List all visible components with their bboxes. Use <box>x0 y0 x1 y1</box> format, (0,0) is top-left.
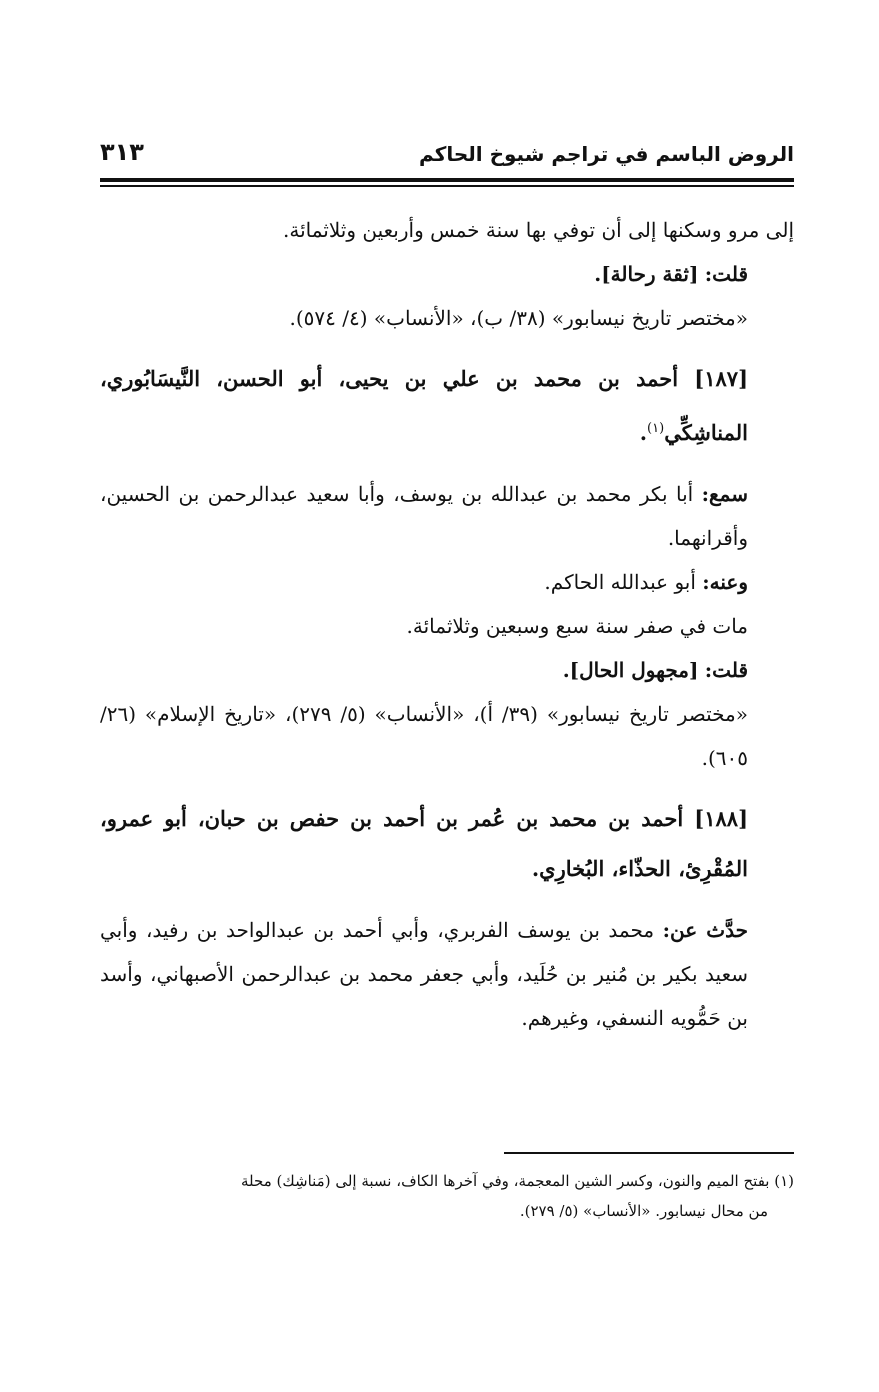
footnote <box>100 1166 794 1226</box>
from-text: أبو عبدالله الحاكم. <box>544 570 696 594</box>
verdict-text: [ثقة رحالة]. <box>594 262 699 286</box>
entry-188-heading: [١٨٨] أحمد بن محمد بن عُمر بن أحمد بن حفص بن حبان، أبو عمرو، المُقْرِئ، الحذّاء، البُخارِي. <box>100 806 748 881</box>
heard-text: أبا بكر محمد بن عبدالله بن يوسف، وأبا سعيد عبدالرحمن بن الحسين، وأقرانهما. <box>100 482 748 550</box>
running-header <box>100 138 794 178</box>
entry-187-verdict <box>100 648 794 692</box>
narrated-label: حدَّث عن: <box>662 918 748 942</box>
entry-187-sources: «مختصر تاريخ نيسابور» (٣٩/ أ)، «الأنساب» (٥/ ٢٧٩)، «تاريخ الإسلام» (٢٦/ ٦٠٥). <box>100 702 748 770</box>
footnote-line-2: من محال نيسابور. «الأنساب» (٥/ ٢٧٩). <box>519 1202 768 1220</box>
continued-text: إلى مرو وسكنها إلى أن توفي بها سنة خمس وأربعين وثلاثمائة. <box>283 218 794 242</box>
sources-line: «مختصر تاريخ نيسابور» (٣٨/ ب)، «الأنساب» (٤/ ٥٧٤). <box>289 306 748 330</box>
entry-187-heading-end: . <box>639 420 648 445</box>
verdict-text: [مجهول الحال]. <box>562 658 699 682</box>
header-rule-thin <box>100 185 794 187</box>
narrated-text: محمد بن يوسف الفربري، وأبي أحمد بن عبدالواحد بن رفيد، وأبي سعيد بكير بن مُنير بن حُلَيد، وأبي جعفر محمد بن عبدالرحمن الأصبهاني، وأسد بن حَمُّويه النسفي، وغيرهم. <box>100 918 748 1030</box>
entry-187-heading <box>100 354 794 458</box>
entry-187-death: مات في صفر سنة سبع وسبعين وثلاثمائة. <box>406 614 748 638</box>
entry-187-heard <box>100 472 794 560</box>
footnote-line-1: (١) بفتح الميم والنون، وكسر الشين المعجمة، وفي آخرها الكاف، نسبة إلى (مَناشِك) محلة <box>241 1172 794 1190</box>
header-rule-thick <box>100 178 794 182</box>
footnote-ref: (١) <box>647 421 665 436</box>
entry-187-from <box>100 560 794 604</box>
entry-188-narrated <box>100 908 794 1040</box>
from-label: وعنه: <box>702 570 748 594</box>
footnote-separator <box>504 1152 794 1154</box>
main-text <box>100 208 794 1040</box>
entry-187-heading-text: [١٨٧] أحمد بن محمد بن علي بن يحيى، أبو الحسن، النَّيسَابُوري، المناشِكِّي <box>100 366 748 445</box>
running-title: الروض الباسم في تراجم شيوخ الحاكم <box>419 142 794 166</box>
page-number: ٣١٣ <box>100 138 144 166</box>
verdict-label: قلت: <box>704 262 748 286</box>
verdict-label: قلت: <box>704 658 748 682</box>
heard-label: سمع: <box>701 482 748 506</box>
verdict-line <box>100 252 794 296</box>
